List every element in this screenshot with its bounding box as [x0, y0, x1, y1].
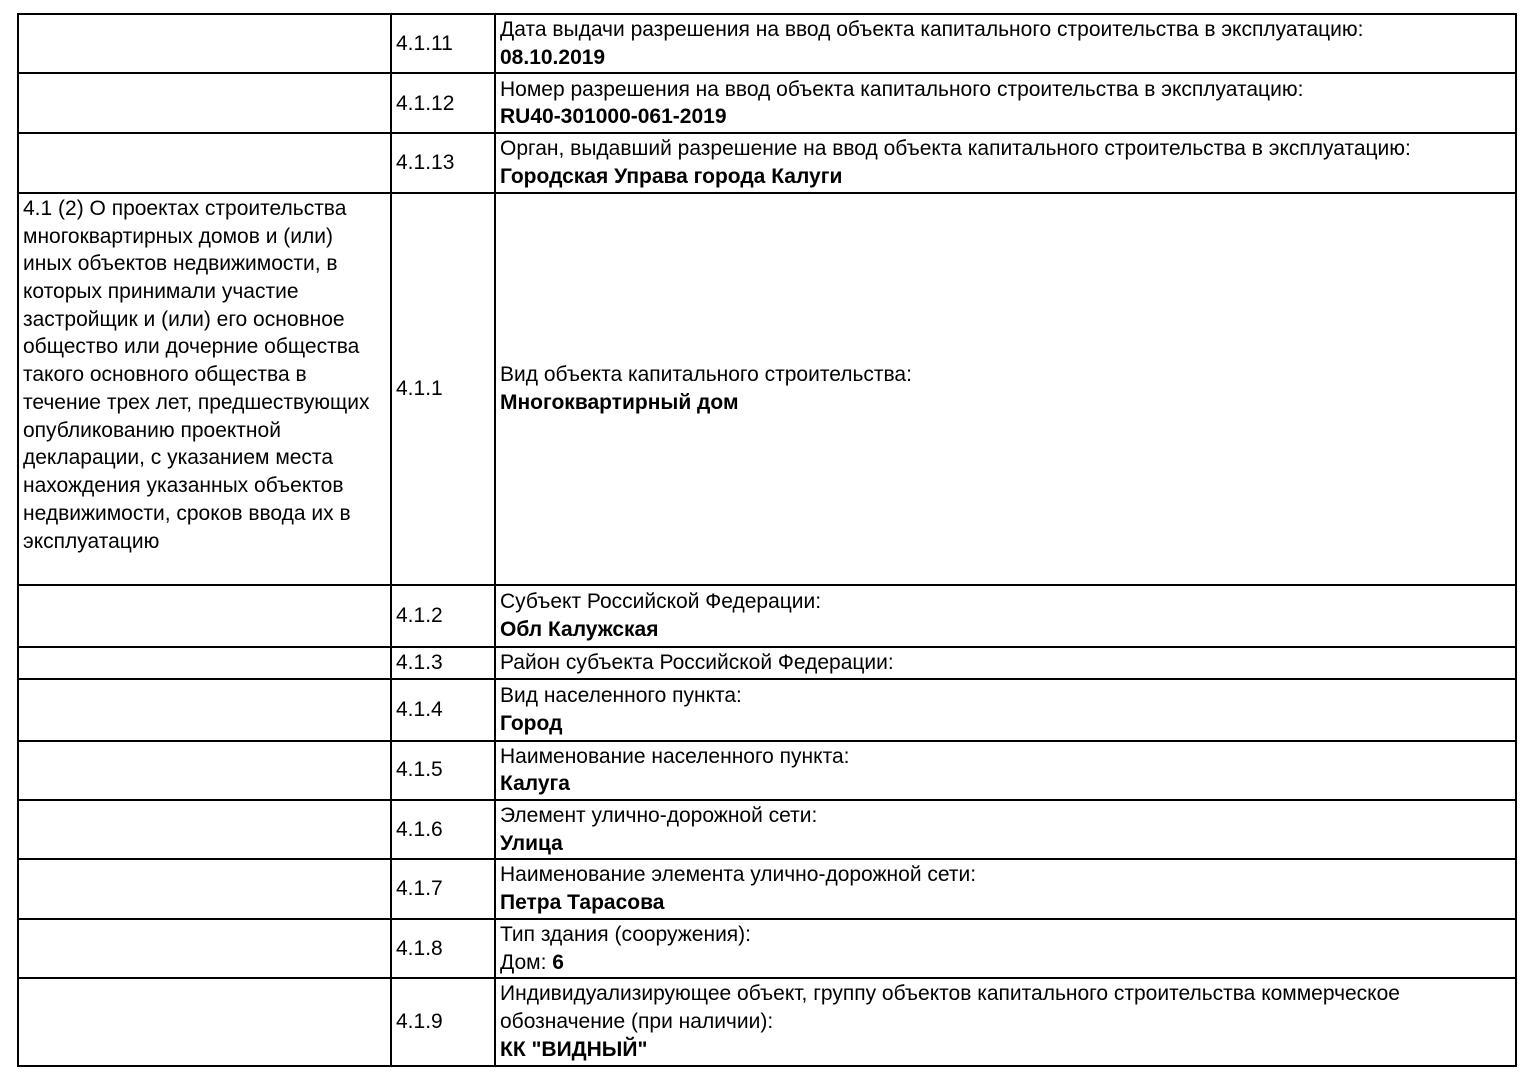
row-number: 4.1.2	[391, 585, 495, 647]
field-cell	[495, 741, 1516, 800]
field-label: Вид объекта капитального строительства:	[500, 363, 912, 387]
table-row	[18, 133, 1516, 192]
field-value: Многоквартирный дом	[500, 390, 739, 414]
table-row	[18, 859, 1516, 918]
row-number: 4.1.8	[391, 919, 495, 978]
field-value: Город	[500, 711, 563, 735]
row-number: 4.1.4	[391, 679, 495, 741]
field-label: Индивидуализирующее объект, группу объектов капитального строительства коммерческое обозначение (при наличии):	[500, 982, 1400, 1034]
table-row	[18, 741, 1516, 800]
field-cell	[495, 800, 1516, 859]
section-cell-empty	[18, 585, 391, 647]
table-row	[18, 14, 1516, 73]
field-label: Элемент улично-дорожной сети:	[500, 804, 818, 828]
field-value: КК "ВИДНЫЙ"	[500, 1037, 648, 1061]
table-row	[18, 647, 1516, 679]
field-value: 08.10.2019	[500, 45, 606, 69]
section-cell-empty	[18, 14, 391, 73]
field-label: Тип здания (сооружения):	[500, 922, 751, 946]
field-label: Вид населенного пункта:	[500, 683, 742, 707]
field-cell	[495, 133, 1516, 192]
section-cell-empty	[18, 73, 391, 133]
field-label: Район субъекта Российской Федерации:	[500, 650, 894, 674]
section-cell-empty	[18, 919, 391, 978]
field-label: Дата выдачи разрешения на ввод объекта капитального строительства в эксплуатацию:	[500, 18, 1364, 41]
table-row	[18, 679, 1516, 741]
table-row	[18, 585, 1516, 647]
field-cell	[495, 919, 1516, 978]
table-row	[18, 73, 1516, 133]
table-row	[18, 919, 1516, 978]
field-cell	[495, 647, 1516, 679]
field-cell	[495, 978, 1516, 1065]
field-cell	[495, 679, 1516, 741]
row-number: 4.1.12	[391, 73, 495, 133]
table-row	[18, 978, 1516, 1065]
section-cell-empty	[18, 800, 391, 859]
section-description: 4.1 (2) О проектах строительства многоквартирных домов и (или) иных объектов недвижимости, в которых принимали участие застройщик и (или) его основное общество или дочерние общества такого основного общества в течение трех лет, предшествующих опубликованию проектной декларации, с указанием места нахождения указанных объектов недвижимости, сроков ввода их в эксплуатацию	[18, 193, 391, 585]
field-label: Наименование населенного пункта:	[500, 744, 850, 768]
row-number: 4.1.11	[391, 14, 495, 73]
field-value: Обл Калужская	[500, 617, 659, 641]
field-cell	[495, 193, 1516, 585]
row-number: 4.1.5	[391, 741, 495, 800]
section-cell-empty	[18, 859, 391, 918]
field-label: Номер разрешения на ввод объекта капитального строительства в эксплуатацию:	[500, 77, 1304, 101]
section-cell-empty	[18, 741, 391, 800]
row-number: 4.1.9	[391, 978, 495, 1065]
field-cell	[495, 14, 1516, 73]
field-value: Дом: 6	[500, 950, 564, 974]
field-cell	[495, 859, 1516, 918]
field-value: RU40-301000-061-2019	[500, 105, 727, 129]
section-cell-empty	[18, 978, 391, 1065]
field-value: Петра Тарасова	[500, 891, 665, 915]
field-value: Калуга	[500, 772, 570, 796]
table-row	[18, 800, 1516, 859]
section-cell-empty	[18, 647, 391, 679]
row-number: 4.1.13	[391, 133, 495, 192]
declaration-table	[17, 13, 1517, 1067]
field-label: Орган, выдавший разрешение на ввод объекта капитального строительства в эксплуатацию:	[500, 137, 1411, 161]
row-number: 4.1.6	[391, 800, 495, 859]
field-value: Улица	[500, 831, 563, 855]
section-cell-empty	[18, 133, 391, 192]
row-number: 4.1.1	[391, 193, 495, 585]
table-row	[18, 193, 1516, 585]
field-label: Субъект Российской Федерации:	[500, 590, 822, 614]
field-value: Городская Управа города Калуги	[500, 165, 843, 189]
row-number: 4.1.7	[391, 859, 495, 918]
field-label: Наименование элемента улично-дорожной сети:	[500, 863, 977, 887]
field-cell	[495, 585, 1516, 647]
section-cell-empty	[18, 679, 391, 741]
row-number: 4.1.3	[391, 647, 495, 679]
field-cell	[495, 73, 1516, 133]
